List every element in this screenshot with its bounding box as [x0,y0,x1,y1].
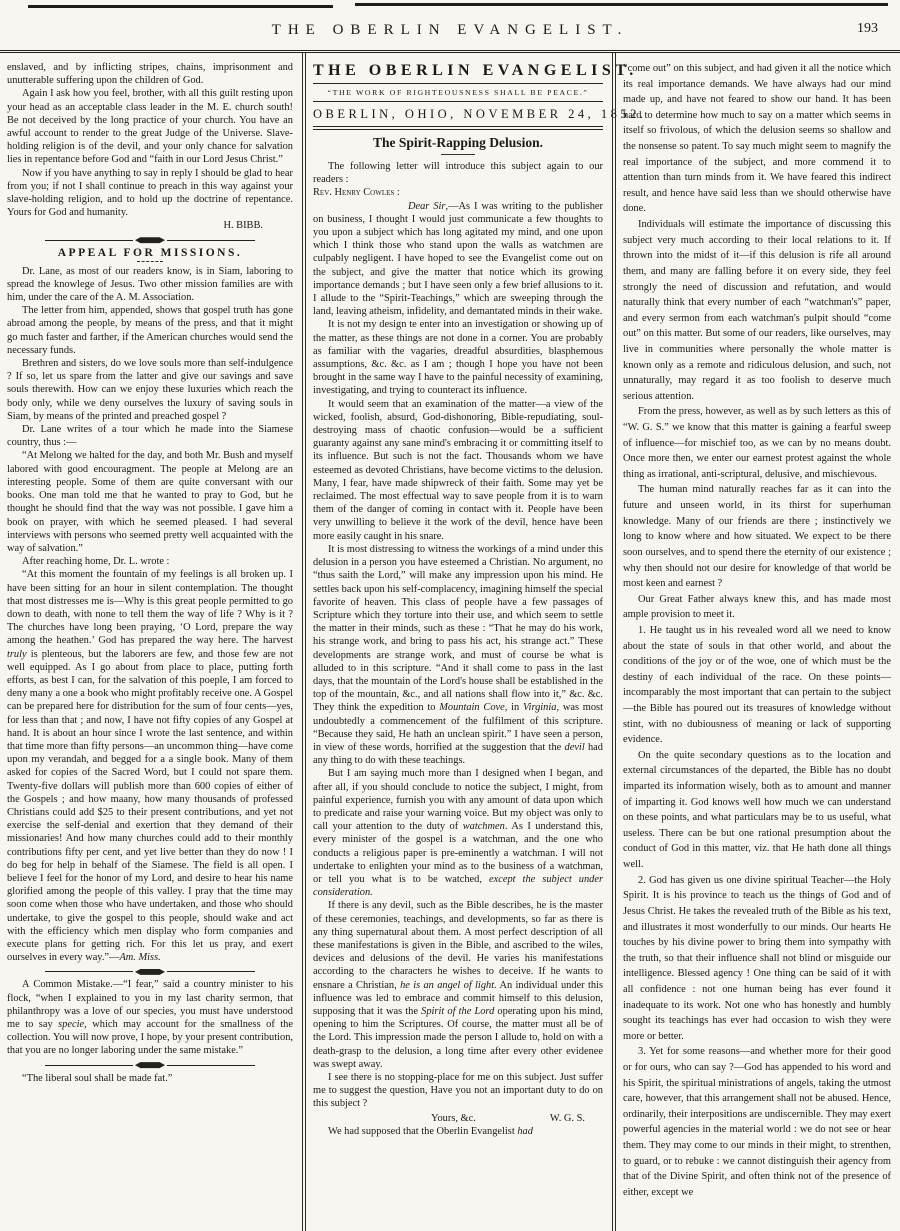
letter-paragraph: I see there is no stopping-place for me on this subject. Just suffer me to suggest the question, Have you not an important duty to do on this subject ? [313,1072,603,1110]
diamond-icon [135,968,165,975]
letter-salutation: Rev. Henry Cowles : [313,187,400,199]
column-layout [0,50,900,1231]
paragraph-point-2: 2. God has given us one divine spiritual Teacher—the Holy Spirit. It is his province to teach us the things of God and of Jesus Christ. He takes the revealed truth of the Bible as his text, and illustrates it most wonderfully to our minds. Our hearts He touches by his divine power to bring them into sympathy with the truth, so that their influence shall not blind or misguide our intelligence. Blessed agency ! One thing can be said of it with all confidence : not one human being has ever found it inadequate to its work. Not one who has honestly and humbly sought its teachings has ever had occasion to wish they were more or better. [623,874,891,1042]
masthead-motto: “THE WORK OF RIGHTEOUSNESS SHALL BE PEACE.” [327,88,589,97]
paragraph: From the press, however, as well as by such letters as this of “W. G. S.” we know that this matter is gaining a fearful sweep of influence—for mischief too, as we can by no means doubt. Once more then, we enter our earnest protest against the whole thing as irrational, anti-scriptural, delusive, and mischievous. [623,406,891,480]
column-1 [0,53,302,1231]
page-header [0,0,900,50]
column-2 [302,53,647,1231]
paragraph: Dr. Lane, as most of our readers know, is in Siam, laboring to spread the knowlege of Jesus. Two other mission families are with him, under the care of the A. M. Association. [7,265,293,304]
paragraph-common-mistake: A Common Mistake.—“I fear,” said a country minister to his flock, “when I explained to you in my last charity sermon, that philanthropy was a love of our species, you must have understood me to say specie, which may account for the smallness of the collection. You will now prove, I hope, by your present contribution, that you are no longer laboring under the same mistake.” [7,979,293,1057]
running-title: THE OBERLIN EVANGELIST. [271,22,629,38]
divider-line [167,240,255,241]
paragraph-point-3: 3. Yet for some reasons—and whether more for their good or for ours, who can say ?—God has appended to his word and his Spirit, the spiritual ministrations of angels, taking the utmost care, however, that this arrangement shall not be abused. Hence, ordinarily, their interpositions are undiscernible. They may exert powerful agencies in the material world : we do not see or hear them. They may come to our minds in their might, to strenthen, to guard, or to rebuke : we cannot distinguish their agency from that of the Divine Spirit, and often think not of the presence of either, except we [623,1046,891,1198]
paragraph: “At this moment the fountain of my feelings is all broken up. I have been sitting for an hour in silent contemplation. The thought that most distresses me is—Why is this great people permitted to go down to death, with none to tell them the way of life ? Why is it ? The churches have long been praying, ‘O Lord, prepare the way among the heathen.’ God has prepared the way here. The harvest truly is plenteous, but the laborers are few, and those few are not well equipped. As I go about from place to place, putting forth efforts, as best I can, for the salvation of this poeple, I am forced to deny many a one a book who might profitably receive one. A Gospel can be prepared here for distribution for the sum of four cents—yes, for less than that ; and now, I have not fifty copies of any Gospel at hand. It is about an hour since I wrote the last sentence, and within that time more than fifty persons—an uncommon thing—have come upon my verandah, and begged for a a single book. Many of them asked for copies of the Sacred Word, but I could not spare them. Twenty-five dollars will publish more than 600 copies of either of the Gospels ; and how maany, how many thousands of professed Christians could add $25 to their present contributions, and yet not exercise the self-denial and exertion that they demand of their missionaries! And how many churches could add to their monthly contributions fifty per cent, and yet live better than they do now ! I do beg for help in behalf of the Siamese. The field is all open. I believe I feel for the honor of my Lord, and desire to hear his name glorified among the people of this valley. I pray that the time may soon come when those who have undertaken, and those who should undertake, to give the gospel to this people, should wake and act with the efficiency which men display who form companies and execute plans for getting rich. For this let us pray, and exert ourselves in every way.”—Am. Miss. [7,569,293,964]
signature-wgs: W. G. S. [549,1112,585,1124]
masthead-double-rule [313,126,603,130]
letter-paragraph: It would seem that an examination of the matter—a view of the wicked, foolish, absurd, God-dishonoring, Bible-repudiating, soul-destroying mass of chaotic confusion—would be a sufficient guaranty against any sane mind's embracing it or committing itself to its influence. But such is not the fact. Thousands whom we have esteemed as devoted Christians, have become victims to the delusion. Many, I fear, have made shipwreck of their faith. Some may yet be reclaimed. The most effectual way to save people from it is to warn them of the danger of coming in contact with it. People have been very unwilling to believe it the work of the devil, hence have been more easily caught in his snare. [313,398,603,542]
divider-line [167,1065,255,1066]
paragraph-point-1: 1. He taught us in his revealed word all we need to know about the state of souls in that other world, and about the conditions of the joy or of the woe, one of which must be the destiny of each individual of the race. On these points—incomparably the most important that can pertain to the subject—the Bible has poured out its treasures of knowledge without stint, with no dubiousness of meaning or lack of supporting evidence. [623,624,891,746]
letter-closing [313,1111,603,1126]
closing-quote: “The liberal soul shall be made fat.” [22,1072,173,1084]
paragraph: Now if you have anything to say in reply I should be glad to hear from you; if not I shall continue to preach in this way against your slave-holding religion, and to hold up the doctrine of repentance. Yours for God and humanity. [7,167,293,219]
diamond-icon [135,237,165,244]
divider-ornament [7,1062,293,1069]
paragraph: After reaching home, Dr. L. wrote : [22,556,170,568]
letter-paragraph: But I am saying much more than I designed when I began, and after all, if you should conclude to notice the subject, I might, from painful experience, furnish you with any amount of data upon which to predicate and raise your warning voice. But my object was only to call your attention to the duty of watchmen. As I understand this, every minister of the gospel is a watchman, and the one who conducts a religious paper is pre-eminently a watchman. I will not undertake to enlighten your mind as to the business of a watchman, or tell you what is to be watched, except the subject under consideration. [313,768,603,899]
letter-paragraph: Dear Sir,—As I was writing to the publisher on business, I thought I would just communicate a few thoughts to you upon a subject which has long agitated my mind, and one upon which I think those who stand upon the walls as watchmen are culpably negligent. I have hoped to see the Evangelist come out on the subject, and give the matter that notice which its growing importance demands ; but I have seen only a few brief allusions to it. I allude to the “Spirit-Teachings,” which are sweeping through the land, leaving atheism, infidelity, and demantated minds in their wake. [313,200,604,318]
divider-ornament [7,237,293,244]
paragraph: The letter from him, appended, shows that gospel truth has gone abroad among the people, by means of the press, and that it might go much faster and farther, if the American churches would send the necessary funds. [7,305,293,356]
paragraph: enslaved, and by inflicting stripes, chains, imprisonment and unutterable suffering upon the children of God. [7,62,293,87]
paragraph: Our Great Father always knew this, and has made most ample provision to meet it. [623,593,891,621]
masthead [313,61,647,130]
paragraph: “come out” on this subject, and had given it all the notice which its real importance demands. We have always had our mind made up, and have not feared to show our hand. It has been hard to determine how much to say on a matter which seems in itself so frivolous, of which the delusion seems so shallow and the nonsense so patent. To say much might seem to magnify the real importance of the subject, and more commend it to attention than turn minds from it. We have feared this indirect result, and hence have said less than we should otherwise have done. [623,63,891,215]
header-rule-left [28,5,333,8]
letter-paragraph: It is not my design te enter into an investigation or showing up of the matter, as these things are not done in a corner. You are probably as familiar with the vagaries, dreadful absurdities, blasphemous assumptions, &c. &c. as I am ; though I hope you have not been brought in the same way I have to the painful necessity of examining, investigating, and trying to counteract its influence. [313,319,603,397]
column-3 [612,53,900,1231]
header-rule-right [355,3,888,6]
diamond-icon [135,1062,165,1069]
divider-line [45,1065,133,1066]
paragraph: Individuals will estimate the importance of discussing this subject very much according to their local relations to it. If thrown into the midst of it—if this delusion is rife all around them, and many are falling before it on every side, they feel strongly the need of discussion and refutation, and would naturally think that every number of each “watchman's” paper, and every sermon from each watchman's pulpit should “come out” on this matter. But some of our readers, like ourselves, may live in communities where personally the whole matter is known only as a remote and ridiculous delusion, and such, not unnaturally, may regard it as too foolish to deserve much serious attention. [623,219,891,402]
masthead-rule [313,101,603,102]
page-number: 193 [857,21,878,36]
masthead-rule [313,83,603,84]
divider-line [45,971,133,972]
paragraph: “At Melong we halted for the day, and both Mr. Bush and myself labored with good encouragment. The people at Melong are an interesting people. Some of them are quite conversant with our books. One man told me that he wanted to pray to God, but he thought he should find that the way was not possible. I gave him a book on prayer, with which he seemed pleased. I had several interviews with persons who seemed pretty well acquainted with the way of salvation.” [7,450,293,554]
masthead-title: THE OBERLIN EVANGELIST. [313,62,638,79]
title-rule [441,154,475,155]
heading-rule [137,261,163,262]
paragraph: Again I ask how you feel, brother, with all this guilt resting upon your head as an acceptable class leader in the M. E. church south! Be not deceived by the long practice of your church. You have an awful account to render to the great Judge of the Universe. Slave-holding religion is of the devil, and your only chance for salvation lies in repentance before God and “faith in our Lord Jesus Christ.” [7,88,293,166]
paragraph: Brethren and sisters, do we love souls more than self-indulgence ? If so, let us spare from the latter and give our savings and save souls therewith. How can we enjoy these luxuries which reach the body only, while we deny ourselves the luxury of saving souls in Siam, by means of the printed and preached gospel ? [7,358,293,422]
letter-paragraph: If there is any devil, such as the Bible describes, he is the master of these ceremonies, teachings, and developments, so far as there is any thing supernatural about them. A most perfect description of all these manifestations is given in the Bible, and ascribed to the wiles, devices and delusions of the devil. He varies his manifestations according to the characters he wishes to deceive. If he wants to ensnare a Christian, he is an angel of light. An individual under this influence was led to embrace and commit himself to this delusion, supposing that it was the Spirit of the Lord operating upon his mind, opening to him the Scriptures. Of course, the matter must all be of the Lord. This impression made the person I allude to, hold on with a death-grasp to the delusion, a long time after every other evidenee was swept away. [313,900,603,1070]
paragraph: Dr. Lane writes of a tour which he made into the Siamese country, thus :— [7,424,293,449]
letter-paragraph: It is most distressing to witness the workings of a mind under this delusion in a person you have esteemed a Christian. No argument, no “thus saith the Lord,” will make any impression upon his mind. He settles back upon his self-complacency, imagining himself the special favorite of heaven. This class of people have a few passages of Scripture which they torture into their use, and which seem to settle the matter in their minds, such as these : “That he may do his work, his strange work, and bring to pass his act, his strange act.” These developments are strange work, and must of course be what is alluded to in this scripture. “And it shall come to pass in the last days, that the mountain of the Lord's house shall be established in the top of the mountain, &c., and all nations shall flow into it,” &c. &c. They think the expedition to Mountain Cove, in Virginia, was most undoubtedly a commencement of the fulfilment of this scripture. “Because they said, He hath an unclean spirit.” I have seen a person, in view of these words, horrified at the suggestion that the devil had any thing to do with these teachings. [313,543,603,767]
valediction-text: Yours, &c. [431,1112,476,1124]
dateline: OBERLIN, OHIO, NOVEMBER 24, 1852. [313,107,647,121]
editor-note: We had supposed that the Oberlin Evangelist had [328,1126,533,1138]
paragraph: On the quite secondary questions as to the location and external circumstances of the departed, the Bible has no doubt imparted its information wisely, both as to amount and manner of imparting it. God knows well how much we can understand on these points, and what particulars may be to us useful, what useless. There can be but one rational presumption about the conduct of God in this matter, viz. that He hath done all things well. [623,749,891,871]
divider-ornament [7,968,293,975]
signature-h-bibb: H. BIBB. [223,220,263,232]
divider-line [45,240,133,241]
section-heading-appeal-for-missions: APPEAL FOR MISSIONS. [57,246,243,259]
divider-line [167,971,255,972]
paragraph-intro: The following letter will introduce this subject again to our readers : [313,161,603,186]
article-title: The Spirit-Rapping Delusion. [373,135,543,150]
paragraph: The human mind naturally reaches far as it can into the future and unseen world, in its thirst for superhuman knowledge. Many of our friends are there ; instinctively we long to know where and how situated. We expect to be there soon ourselves, and to spend there the eternity of our existence ; why then should not our desire for knowledge of that world be most keen and earnest ? [623,484,891,590]
